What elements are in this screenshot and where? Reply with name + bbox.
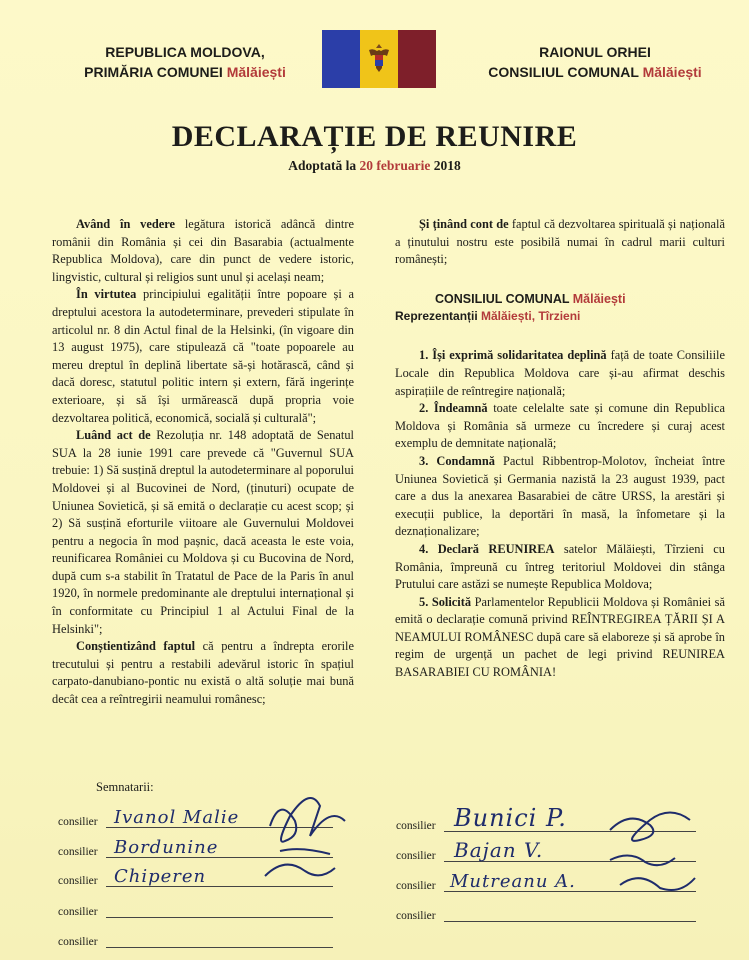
coat-of-arms-icon — [366, 42, 392, 76]
point-item: 4. Declară REUNIREA satelor Mălăiești, Tîrzieni cu România, împreună cu întreg teritoriul Moldovei din stânga Prutului care astăzi se numește Republica Moldova; — [395, 541, 725, 592]
signature-row — [396, 900, 696, 924]
paragraph: Având în vedere legătura istorică adâncă dintre românii din România și cei din Basarabia (actualmente Republica Moldova), care din punct de vedere istoric, lingvistic, cultural și religios sunt unul și același neam; — [52, 217, 354, 284]
point-item: 1. Își exprimă solidaritatea deplină față de toate Consiliile Locale din Republica Moldova care și-au afirmat deschis aspirațiile de reîntregire națională; — [395, 348, 725, 398]
signature-scribble — [600, 800, 710, 900]
header-left-line1: REPUBLICA MOLDOVA, — [105, 44, 265, 60]
signature-label: consilier — [58, 936, 98, 948]
signature-row — [58, 926, 333, 950]
council-representatives: Reprezentanții Mălăiești, Tîrzieni — [395, 308, 581, 323]
header-right-line1: RAIONUL ORHEI — [539, 44, 651, 60]
signature-name: Mutreanu A. — [450, 871, 576, 892]
point-item: 3. Condamnă Pactul Ribbentrop-Molotov, încheiat între Uniunea Sovietică și Germania nazistă la 23 august 1939, pact care a dus la anexarea Basarabiei de către URSS, la arestări și execuții publice, la deportări în masă, la înfometare și la deznaționalizare; — [395, 453, 726, 539]
signature-label: consilier — [58, 906, 98, 918]
signature-label: consilier — [396, 910, 436, 922]
signature-name: Ivanol Malie — [114, 807, 240, 828]
paragraph: Și ținând cont de faptul că dezvoltarea spirituală și națională a ținutului nostru este posibilă numai în cadrul marii culturi românești; — [395, 217, 725, 267]
left-column — [52, 216, 354, 709]
paragraph: Luând act de Rezoluția nr. 148 adoptată de Senatul SUA la 28 iunie 1991 care prevede că "Guvernul SUA trebuie: 1) Să susțină dreptul la autodeterminare al poporului Moldovei și al Bucovinei de Nord, (ținuturi) ocupate de Uniunea Sovietică, și să emită o declarație cu acest scop; și 2) Să susțină eforturile viitoare ale Guvernului Moldovei pentru a negocia în mod pașnic, dacă aceasta le este voia, reunificarea României cu Moldova și cu Bucovina de Nord, după cum s-a stabilit în Tratatul de Pace de la Paris în anul 1920, în normele predominante ale dreptului internațional și în conformitate cu Principiul 1 al Actului Final de la Helsinki"; — [52, 428, 355, 636]
point-item: 2. Îndeamnă toate celelalte sate și comune din Republica Moldova și România să urmeze cu încredere și curaj acest exemplu de demnitate națională; — [395, 401, 725, 451]
signature-label: consilier — [396, 850, 436, 862]
signature-label: consilier — [396, 880, 436, 892]
signature-name: Bordunine — [114, 837, 219, 858]
header-right-line2: CONSILIUL COMUNAL Mălăiești — [488, 64, 702, 80]
moldova-flag — [322, 30, 436, 88]
signature-label: consilier — [58, 875, 98, 887]
signature-name: Bunici P. — [454, 804, 567, 832]
right-column — [395, 216, 725, 682]
paragraph: Conștientizând faptul că pentru a îndrepta erorile trecutului și pentru a restabili adevărul istoric în spațiul carpato-danubiano-pontic nu există o altă soluție mai bună decât cea a reîntregirii neamului românesc; — [52, 639, 354, 707]
signature-name: Bajan V. — [454, 838, 544, 862]
signature-row — [58, 896, 333, 920]
signature-scribble — [250, 776, 360, 896]
document-subtitle: Adoptată la 20 februarie 2018 — [288, 158, 461, 173]
signature-label: consilier — [58, 846, 98, 858]
signature-name: Chiperen — [114, 866, 207, 887]
point-item: 5. Solicită Parlamentelor Republicii Moldova și României să emită o declarație comună privind REÎNTREGIREA ȚĂRII ȘI A NEAMULUI ROMÂNESC după care să elaboreze și să aprobe în regim de urgență un pachet de legi privind REUNIREA BASARABIEI CU ROMÂNIA! — [395, 594, 725, 680]
signatories-heading: Semnatarii: — [96, 780, 154, 794]
header-right — [485, 42, 705, 82]
paragraph: În virtutea principiului egalității între popoare și a dreptului acestora la autodeterminare, prevederi stipulate în articolul nr. 8 din Actul final de la Helsinki, (în vigoare din 13 august 1975), care stipulează că "toate popoarele au mereu dreptul în deplină libertate să-și hotărască, când și dacă doresc, statutul politic intern și extern, fără ingerințe exterioare, și să își urmărească după propria voie dezvoltarea politică, economică, socială și culturală"; — [52, 287, 354, 425]
signature-label: consilier — [58, 816, 98, 828]
header-left-line2: PRIMĂRIA COMUNEI Mălăiești — [84, 64, 286, 80]
council-heading: CONSILIUL COMUNAL Mălăiești — [435, 291, 626, 306]
document-title: DECLARAȚIE DE REUNIRE — [171, 120, 578, 153]
signature-label: consilier — [396, 820, 436, 832]
header-left — [60, 42, 310, 82]
